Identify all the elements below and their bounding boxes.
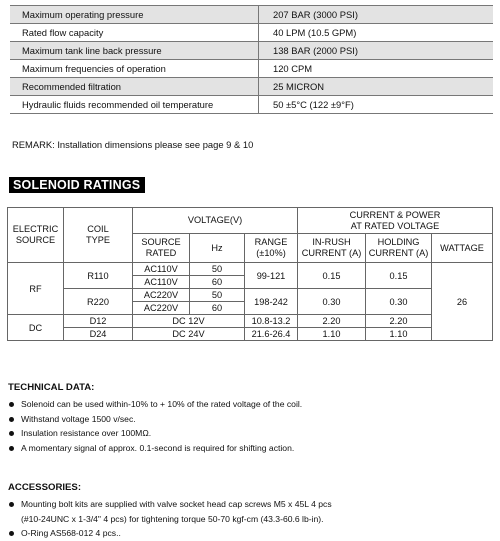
source-rated-cell: AC110V (133, 263, 190, 276)
header-electric-source: ELECTRIC SOURCE (8, 208, 64, 263)
spec-value: 25 MICRON (259, 78, 494, 96)
table-row (8, 263, 493, 276)
source-rf: RF (8, 263, 64, 315)
header-current-power: CURRENT & POWER AT RATED VOLTAGE (298, 208, 493, 234)
header-wattage: WATTAGE (432, 234, 493, 263)
spec-label: Maximum tank line back pressure (10, 42, 259, 60)
bullet-icon (9, 417, 14, 422)
technical-data-list (8, 397, 302, 455)
specifications-table (10, 5, 493, 114)
spec-value: 138 BAR (2000 PSI) (259, 42, 494, 60)
header-row (8, 208, 493, 234)
spec-label: Maximum operating pressure (10, 6, 259, 24)
wattage-cell: 26 (432, 263, 493, 341)
header-range: RANGE (±10%) (245, 234, 298, 263)
accessories-heading: ACCESSORIES: (8, 482, 82, 493)
bullet-icon (9, 402, 14, 407)
spec-row (10, 78, 493, 96)
hz-cell: 50 (190, 289, 245, 302)
bullet-icon (9, 502, 14, 507)
list-item: Mounting bolt kits are supplied with valve socket head cap screws M5 x 45L 4 pcs (#10-24UNC x 1-3/4" 4 pcs) for tightening torque 50-70 kgf-cm (43.3-60.6 lb-in). (8, 497, 332, 526)
range-cell: 99-121 (245, 263, 298, 289)
spec-value: 40 LPM (10.5 GPM) (259, 24, 494, 42)
coil-d12: D12 (64, 315, 133, 328)
section-title: SOLENOID RATINGS (9, 177, 145, 193)
remark-text: REMARK: Installation dimensions please see page 9 & 10 (12, 139, 254, 150)
list-item: Solenoid can be used within-10% to + 10% of the rated voltage of the coil. (8, 397, 302, 412)
spec-row (10, 96, 493, 114)
holding-cell: 1.10 (366, 328, 432, 341)
spec-label: Recommended filtration (10, 78, 259, 96)
source-rated-cell: DC 12V (133, 315, 245, 328)
inrush-cell: 0.15 (298, 263, 366, 289)
inrush-cell: 0.30 (298, 289, 366, 315)
bullet-icon (9, 446, 14, 451)
source-rated-cell: AC220V (133, 302, 190, 315)
coil-d24: D24 (64, 328, 133, 341)
bullet-icon (9, 531, 14, 536)
header-voltage: VOLTAGE(V) (133, 208, 298, 234)
header-in-rush: IN-RUSH CURRENT (A) (298, 234, 366, 263)
spec-label: Maximum frequencies of operation (10, 60, 259, 78)
hz-cell: 60 (190, 276, 245, 289)
hz-cell: 50 (190, 263, 245, 276)
coil-r110: R110 (64, 263, 133, 289)
holding-cell: 0.15 (366, 263, 432, 289)
hz-cell: 60 (190, 302, 245, 315)
range-cell: 10.8-13.2 (245, 315, 298, 328)
header-hz: Hz (190, 234, 245, 263)
source-dc: DC (8, 315, 64, 341)
spec-value: 120 CPM (259, 60, 494, 78)
header-coil-type: COIL TYPE (64, 208, 133, 263)
inrush-cell: 2.20 (298, 315, 366, 328)
header-source-rated: SOURCE RATED (133, 234, 190, 263)
solenoid-ratings-table (7, 207, 493, 341)
holding-cell: 0.30 (366, 289, 432, 315)
holding-cell: 2.20 (366, 315, 432, 328)
technical-data-heading: TECHNICAL DATA: (8, 382, 95, 393)
list-item: Insulation resistance over 100MΩ. (8, 426, 302, 441)
table-row (8, 315, 493, 328)
table-row (8, 328, 493, 341)
table-row (8, 289, 493, 302)
spec-label: Rated flow capacity (10, 24, 259, 42)
range-cell: 198-242 (245, 289, 298, 315)
range-cell: 21.6-26.4 (245, 328, 298, 341)
list-item: Withstand voltage 1500 v/sec. (8, 412, 302, 427)
bullet-icon (9, 431, 14, 436)
spec-row (10, 42, 493, 60)
header-holding: HOLDING CURRENT (A) (366, 234, 432, 263)
spec-row (10, 60, 493, 78)
source-rated-cell: DC 24V (133, 328, 245, 341)
inrush-cell: 1.10 (298, 328, 366, 341)
spec-label: Hydraulic fluids recommended oil temperature (10, 96, 259, 114)
accessories-list (8, 497, 332, 541)
source-rated-cell: AC220V (133, 289, 190, 302)
spec-row (10, 6, 493, 24)
spec-value: 50 ±5°C (122 ±9°F) (259, 96, 494, 114)
spec-value: 207 BAR (3000 PSI) (259, 6, 494, 24)
coil-r220: R220 (64, 289, 133, 315)
spec-row (10, 24, 493, 42)
source-rated-cell: AC110V (133, 276, 190, 289)
list-item: A momentary signal of approx. 0.1-second is required for shifting action. (8, 441, 302, 456)
list-item: O-Ring AS568-012 4 pcs.. (8, 526, 332, 541)
